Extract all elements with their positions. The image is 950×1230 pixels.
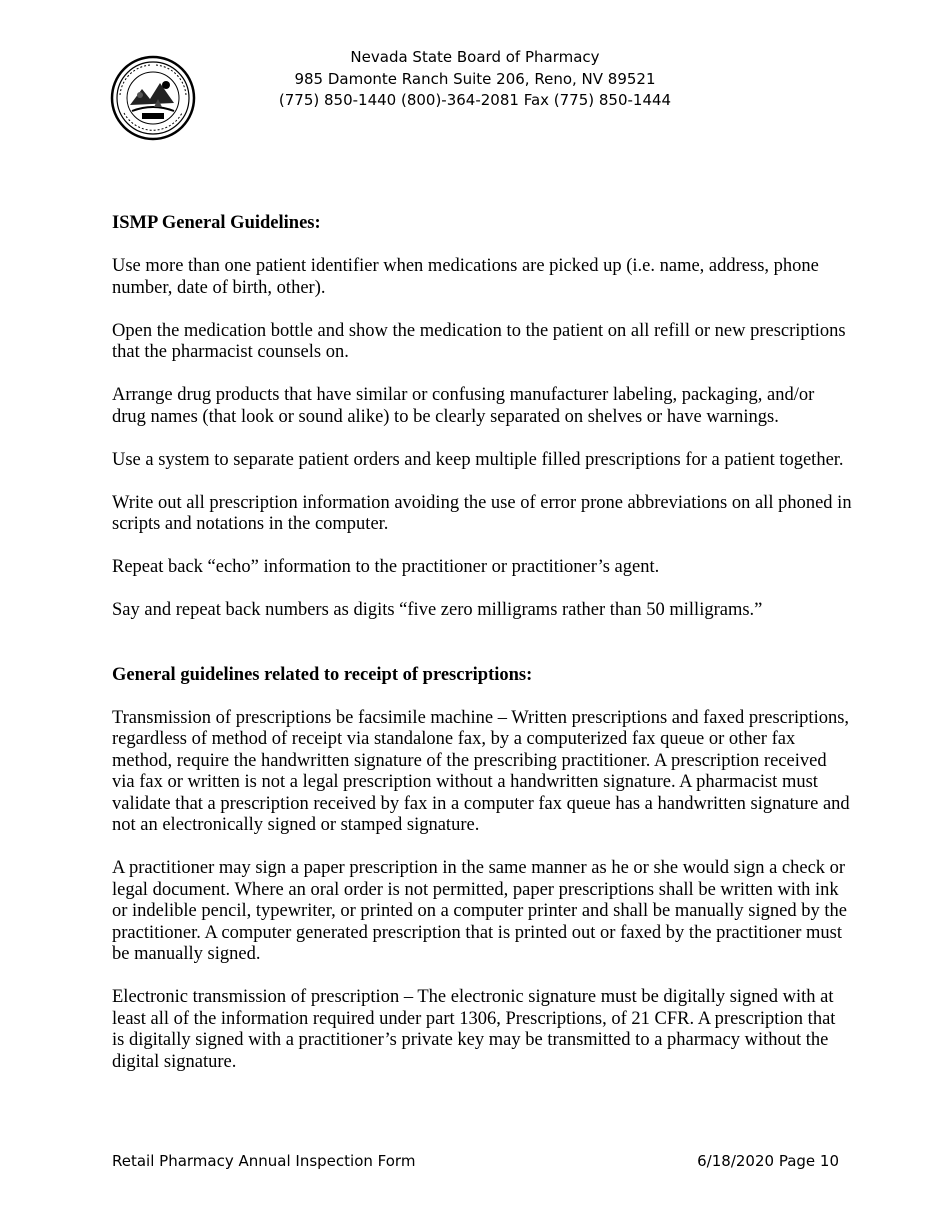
receipt-paragraph: Electronic transmission of prescription – The electronic signature must be digitally signed with at least all of the information required under part 1306, Prescriptions, of 21 CFR. A prescription that is digitally signed with a practitioner’s private key may be transmitted to a pharmacy without the digital signature. — [112, 987, 836, 1072]
org-name: Nevada State Board of Pharmacy — [350, 48, 600, 66]
footer-date-page: 6/18/2020 Page 10 — [697, 1152, 839, 1170]
section-spacer — [112, 643, 852, 665]
page-footer — [112, 1152, 839, 1170]
ismp-heading: ISMP General Guidelines: — [112, 213, 321, 233]
org-phones: (775) 850-1440 (800)-364-2081 Fax (775) 850-1444 — [278, 91, 672, 109]
ismp-paragraph: Open the medication bottle and show the medication to the patient on all refill or new prescriptions that the pharmacist counsels on. — [112, 320, 846, 362]
ismp-paragraph: Use more than one patient identifier when medications are picked up (i.e. name, address, phone number, date of birth, other). — [112, 256, 819, 298]
ismp-paragraph: Use a system to separate patient orders and keep multiple filled prescriptions for a patient together. — [112, 449, 844, 470]
org-address: 985 Damonte Ranch Suite 206, Reno, NV 89521 — [294, 69, 656, 88]
letterhead — [0, 47, 950, 112]
receipt-heading: General guidelines related to receipt of prescriptions: — [112, 664, 533, 685]
footer-form-name: Retail Pharmacy Annual Inspection Form — [112, 1152, 416, 1170]
ismp-paragraph: Say and repeat back numbers as digits “five zero milligrams rather than 50 milligrams.” — [112, 600, 763, 620]
ismp-paragraph: Write out all prescription information avoiding the use of error prone abbreviations on all phoned in scripts and notations in the computer. — [112, 492, 852, 534]
receipt-paragraph: A practitioner may sign a paper prescription in the same manner as he or she would sign a check or legal document. Where an oral order is not permitted, paper prescriptions shall be written with ink or indelible pencil, typewriter, or printed on a computer printer and shall be manually signed by the practitioner. A computer generated prescription that is printed out or faxed by the practitioner must be manually signed. — [112, 858, 847, 964]
ismp-paragraph: Arrange drug products that have similar or confusing manufacturer labeling, packaging, and/or drug names (that look or sound alike) to be clearly separated on shelves or have warnings. — [112, 385, 815, 427]
ismp-paragraph: Repeat back “echo” information to the practitioner or practitioner’s agent. — [112, 557, 660, 577]
document-body — [112, 213, 852, 1095]
receipt-paragraph: Transmission of prescriptions be facsimile machine – Written prescriptions and faxed prescriptions, regardless of method of receipt via standalone fax, by a computerized fax queue or other fax method, require the handwritten signature of the prescribing practitioner. A prescription received via fax or written is not a legal prescription without a handwritten signature. A pharmacist must validate that a prescription received by fax in a computer fax queue has a handwritten signature and not an electronically signed or stamped signature. — [112, 707, 850, 835]
